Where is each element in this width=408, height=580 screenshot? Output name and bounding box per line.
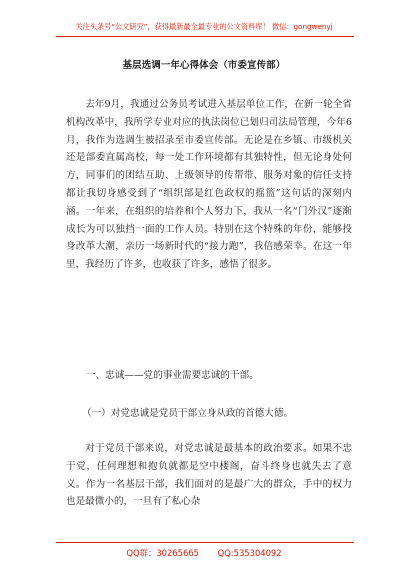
footer-note: [0, 547, 408, 559]
subsection-heading: （一）对党忠诚是党员干部立身从政的首德大德。: [82, 408, 294, 419]
header-divider: [56, 36, 354, 37]
document-body: [66, 96, 352, 274]
document-body-continued: [66, 440, 352, 511]
section-heading: 一、忠诚——党的事业需要忠诚的干部。: [86, 370, 259, 381]
footer-qq-number: QQ:535304092: [217, 548, 282, 558]
body-paragraph: 对于党员干部来说，对党忠诚是最基本的政治要求。如果不忠于党，任何理想和抱负就都是空中楼阁，奋斗终身也就失去了意义。作为一名基层干部，我们面对的是最广大的群众，手中的权力也是最微小的，一旦有了私心杂: [66, 443, 352, 508]
body-paragraph: 去年9月，我通过公务员考试进入基层单位工作，在新一轮全省机构改革中，我所学专业对应的执法岗位已划归司法局管理，今年6月，我作为选调生被招录至市委宣传部。无论是在乡镇、市级机关还是部委直属高校，每一处工作环境都有其独特性，但无论身处何方，同事们的团结互助、上级领导的传帮带、服务对象的信任支持都让我切身感受到了“组织部是红色政权的摇篮”这句话的深刻内涵。一年来，在组织的培养和个人努力下，我从一名“门外汉”逐渐成长为可以独挡一面的工作人员。特别在这个特殊的年份，能够投身改革大潮，亲历一场新时代的“接力跑”，我倍感荣幸。在这一年里，我经历了许多，也收获了许多，感悟了很多。: [66, 99, 352, 271]
document-title: 基层选调一年心得体会（市委宣传部）: [122, 60, 286, 71]
footer-divider: [56, 542, 354, 543]
footer-qq-group: QQ群：30265665: [126, 548, 199, 558]
header-note: 关注头条号“公文研究”，获得最新最全最专业的公文资料库！ 微信：gongwenyj: [75, 22, 333, 31]
